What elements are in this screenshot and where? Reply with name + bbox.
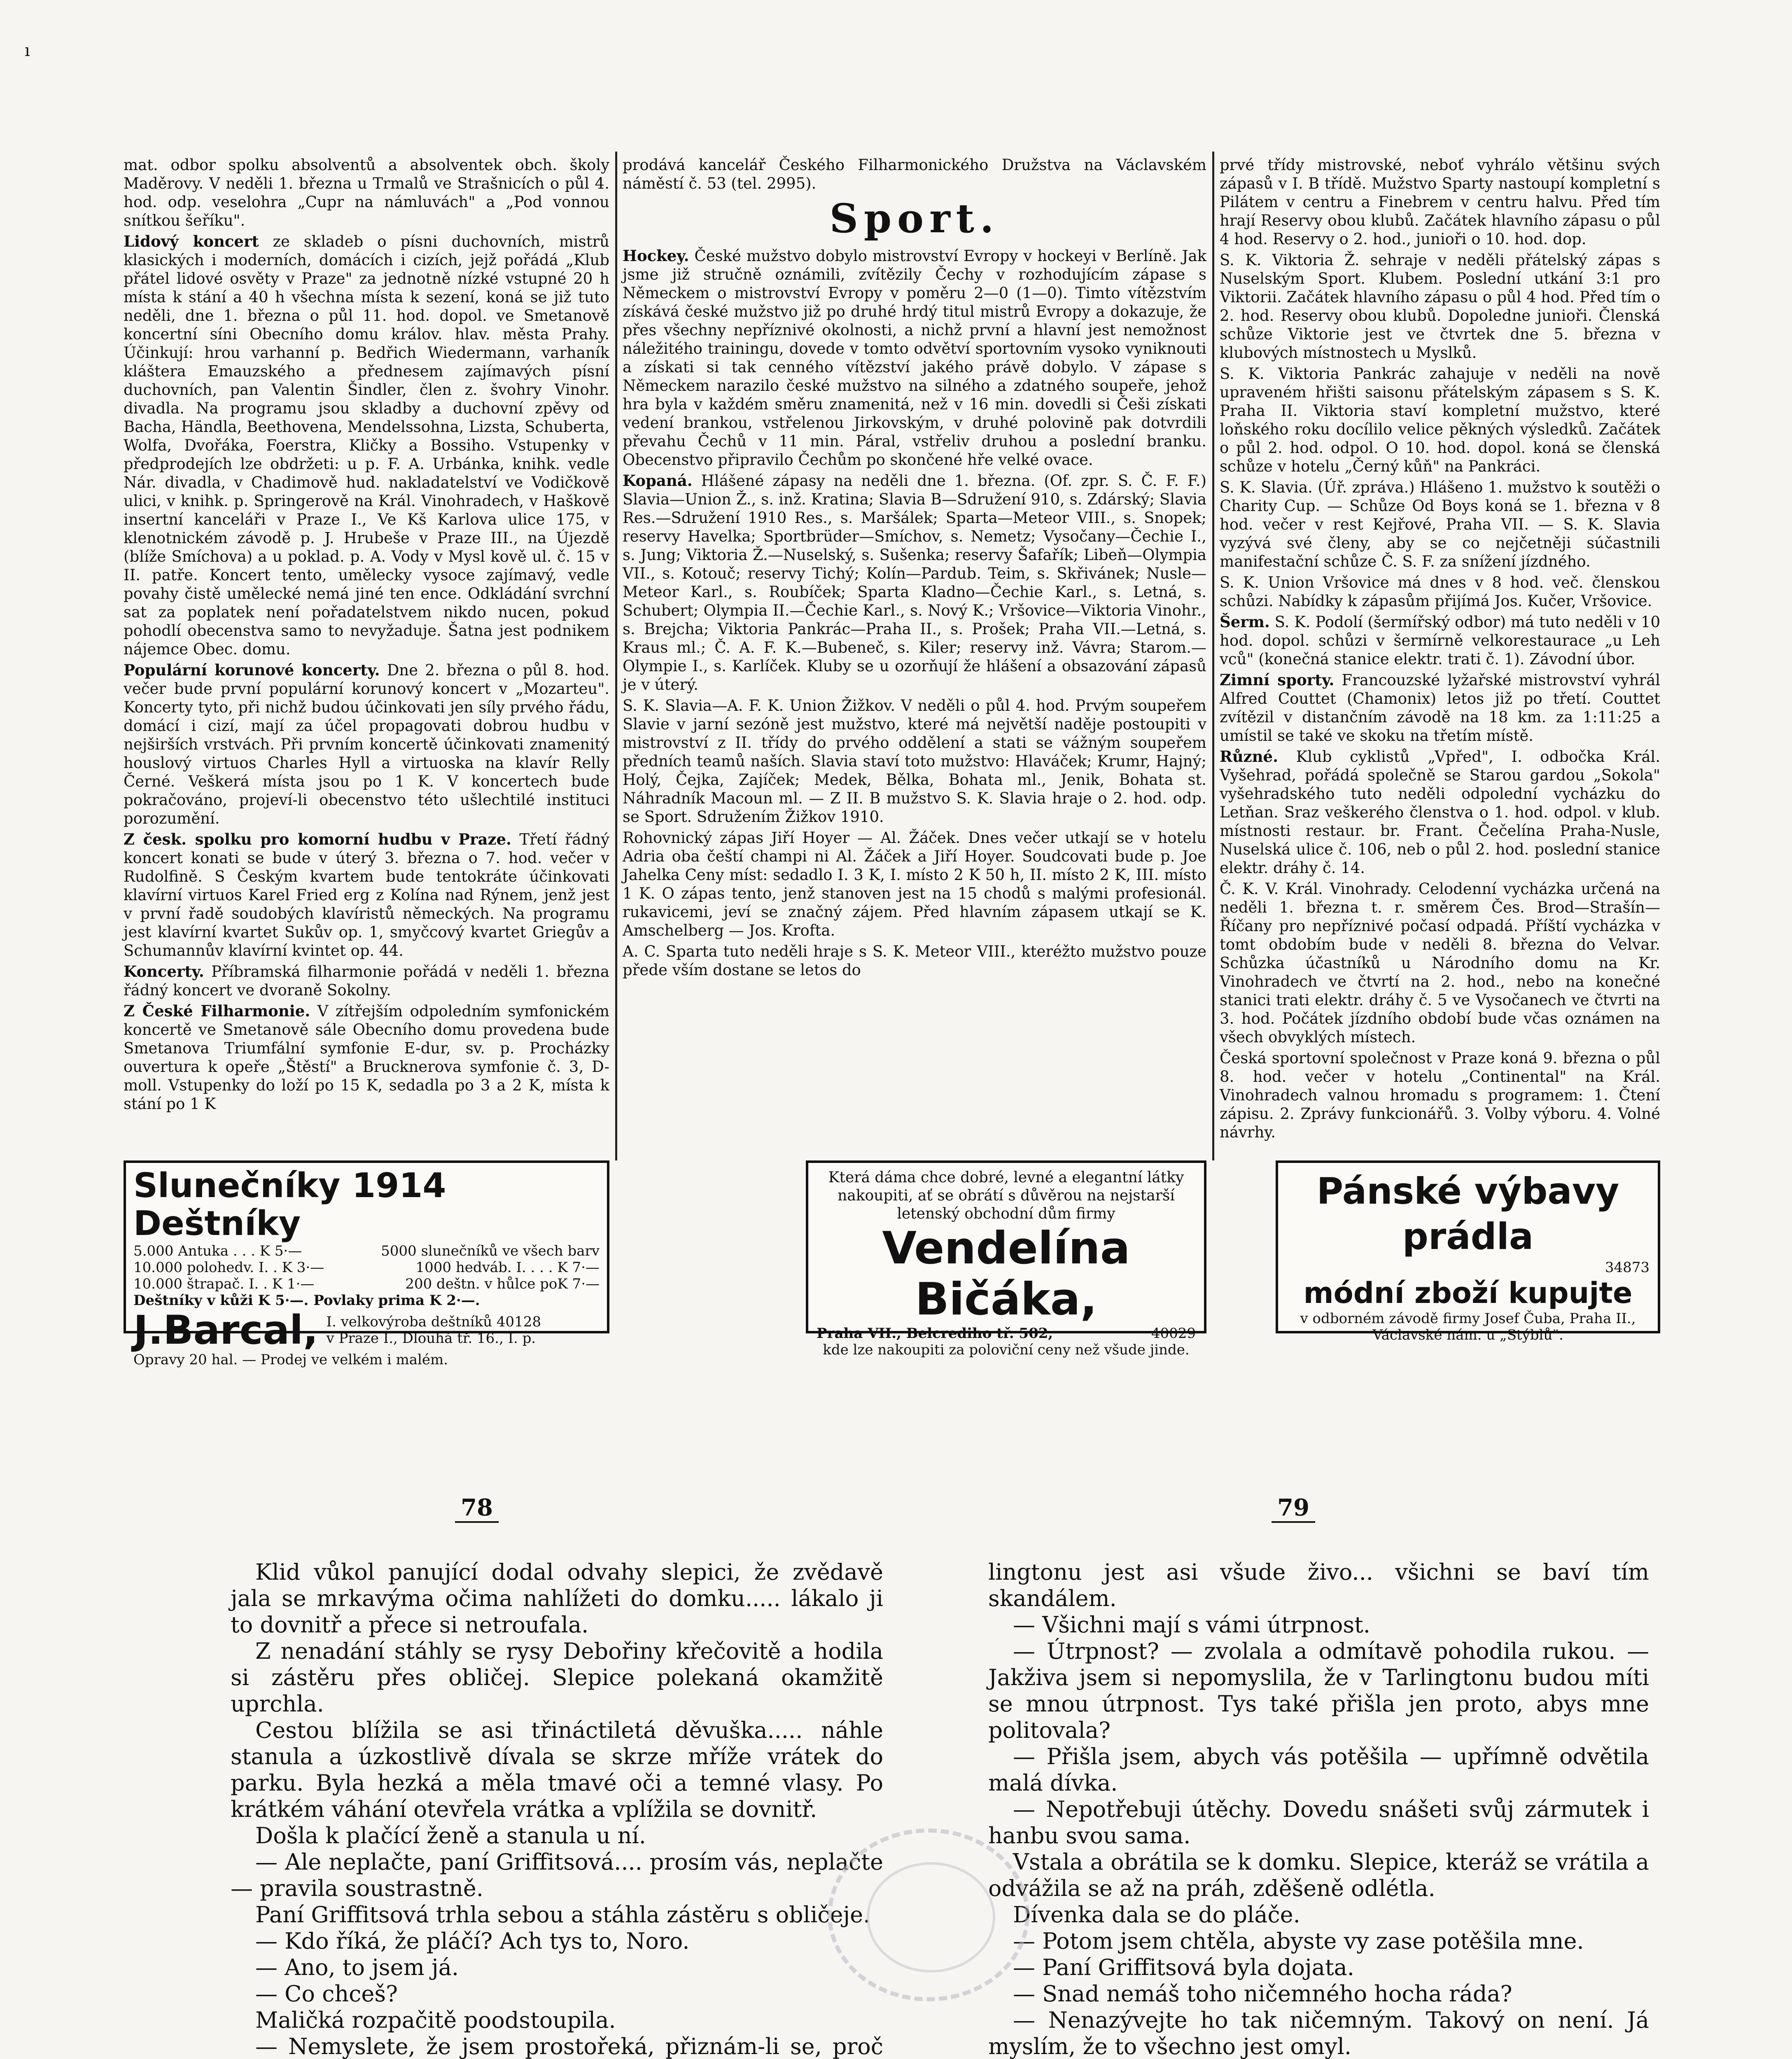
news-column-3 xyxy=(1220,156,1660,1152)
article-sparta-cont: prvé třídy mistrovské, neboť vyhrálo většinu svých zápasů v I. B třídě. Mužstvo Sparty nastoupí kompletní s Pilátem v centru a Finebrem v centru halvu. Před tím hrají Reservy obou klubů. Začátek hlavního zápasu o půl 4 hod. Reservy o 2. hod., junioři o 10. hod. dop. xyxy=(1220,156,1660,248)
ad-intro: Která dáma chce dobré, levné a elegantní látky nakoupiti, ať se obrátí s důvěrou na nejstarší letenský obchodní dům firmy xyxy=(828,1169,1184,1222)
article-ckv-vinohrady: Č. K. V. Král. Vinohrady. Celodenní vycházka určená na neděli 1. března t. r. směrem Čes. Brod—Strašín—Říčany pro nepříznivé počasí odpadá. Příští vycházka v tomt obdobím bude v neděli 8. března do Velvar. Schůzka účastníků u Národního domu na Kr. Vinohradech ve čtvrtí na 2. hod., nebo na konečné stanici trati elektr. dráhy č. 5 ve Vysočanech ve čtvrti na 3. hod. Počátek jízdního období bude včas oznámen na všech obvyklých místech. xyxy=(1220,880,1660,1046)
ad-bicak-fabrics xyxy=(806,1160,1206,1358)
story-paragraph: — Ano, to jsem já. xyxy=(255,1954,459,1980)
ad-number: 34873 xyxy=(1605,1259,1650,1276)
story-paragraph: Z nenadání stáhly se rysy Debořiny křečovitě a hodila si zástěru přes obličej. Slepice polekaná okamžitě uprchla. xyxy=(231,1638,883,1717)
article-fencing: Šerm. S. K. Podolí (šermířský odbor) má tuto neděli v 10 hod. dopol. schůzi v šermírně velkorestaurace „u Leh vců" (konečná stanice elektr. trati č. 1). Závodní úbor. xyxy=(1220,613,1660,668)
ad-barcal-umbrellas xyxy=(124,1160,609,1368)
article-sport-society: Česká sportovní společnost v Praze koná 9. března o půl 8. hod. večer v hotelu „Continental" na Král. Vinohradech valnou hromadu s programem: 1. Čtení zápisu. 2. Zprávy funkcionářů. 3. Volby výboru. 4. Volné návrhy. xyxy=(1220,1049,1660,1141)
article-chamber-music: Z česk. spolku pro komorní hudbu v Praze. Třetí řádný koncert konati se bude v úterý 3. března o 7. hod. večer v Rudolfině. S Českým kvartem bude tentokráte účinkovati klavírní virtuos Karel Fried erg z Kolína nad Rýnem, jenž jest v první řadě soudobých klavíristů německých. Na programu jest klavírní kvartet Sukův op. 1, smyčcový kvartet Griegův a Schumannův klavírní kvintet op. 44. xyxy=(124,830,609,959)
ad-headline: Pánské výbavy prádla xyxy=(1316,1170,1619,1258)
column-divider xyxy=(615,152,617,1160)
story-paragraph: — Snad nemáš toho ničemného hocha ráda? xyxy=(1013,1981,1512,2007)
article-viktoria-pankrac: S. K. Viktoria Pankrác zahajuje v neděli na nově upraveném hřišti saisonu přátelským zápasem s S. K. Praha II. Viktoria staví kompletní mužstvo, které loňského roku docílilo velice pěkných výsledků. Začátek o půl 2. hod. odpol. O 10. hod. dopol. koná se členská schůze v hotelu „Černý kůň" na Pankráci. xyxy=(1220,365,1660,475)
story-paragraph: — Co chceš? xyxy=(255,1981,398,2007)
story-paragraph: — Útrpnost? — zvolala a odmítavě pohodila rukou. — Jakživa jsem si nepomyslila, že v Tarlingtonu budou míti se mnou útrpnost. Tys také přišla jen proto, abys mne politovala? xyxy=(988,1638,1649,1743)
story-paragraph: Klid vůkol panující dodal odvahy slepici, že zvědavě jala se mrkavýma očima nahlížeti do domku..... lákalo ji to dovnitř a přece si netroufala. xyxy=(231,1559,883,1638)
story-paragraph: Paní Griffitsová trhla sebou a stáhla zástěru s obličeje. xyxy=(255,1902,870,1928)
ad-row: 5.000 Antuka . . . K 5·— 5000 slunečníků ve všech barv xyxy=(133,1243,600,1259)
ad-brand-block: J.Barcal, I. velkovýroba deštníků 40128 v Praze I., Dlouhá tř. 16., I. p. xyxy=(133,1307,541,1353)
article-slavia-official: S. K. Slavia. (Úř. zpráva.) Hlášeno 1. mužstvo k soutěži o Charity Cup. — Schůze Od Boys koná se 1. března v 8 hod. večer v rest Kejřové, Praha VII. — S. K. Slavia vyzývá své členy, aby se co nejčetněji súčastnili manifestační schůze Č. S. F. za snížení jízdného. xyxy=(1220,479,1660,570)
story-paragraph: Maličká rozpačitě poodstoupila. xyxy=(255,2007,616,2033)
story-paragraph: — Přišla jsem, abych vás potěšila — upřímně odvětila malá dívka. xyxy=(988,1744,1649,1796)
article-concerts: Koncerty. Příbramská filharmonie pořádá v neděli 1. března řádný koncert ve dvoraně Sokolny. xyxy=(124,962,609,999)
ad-row: Deštníky v kůži K 5·—. Povlaky prima K 2·—. xyxy=(133,1292,480,1309)
story-paragraph: — Nenazývejte ho tak ničemným. Takový on není. Já myslím, že to všechno jest omyl. xyxy=(988,2007,1649,2059)
story-left-page xyxy=(231,1559,883,2059)
story-paragraph: Vstala a obrátila se k domku. Slepice, kteráž se vrátila a odvážila se až na práh, zděšeně odlétla. xyxy=(988,1849,1649,1901)
article-slavia-union: S. K. Slavia—A. F. K. Union Žižkov. V neděli o půl 4. hod. Prvým soupeřem Slavie v jarní sezóně jest mužstvo, které má největší naděje postoupiti v mistrovství z II. třídy do prvého oddělení a stati se vážným soupeřem předních teamů naších. Slavia staví toto mužstvo: Hlaváček; Krumr, Hajný; Holý, Čejka, Zajíček; Medek, Bělka, Bohata ml., Jenik, Bohata st. Náhradník Macoun ml. — Z II. B mužstvo S. K. Slavia hraje o 2. hod. odp. se Sport. Sdružením Žižkov 1910. xyxy=(623,697,1206,826)
story-paragraph: — Nemyslete, že jsem prostořeká, přiznám-li se, proč xyxy=(255,2033,883,2059)
article-football: Kopaná. Hlášené zápasy na neděli dne 1. března. (Of. zpr. S. Č. F. F.) Slavia—Union Ž., s. inž. Kratina; Slavia B—Sdružení 910, s. Zdárský; Slavia Res.—Sdružení 1910 Res., s. Maršálek; Sparta—Meteor VIII., s. Snopek; reservy Havelka; Sportbrüder—Smíchov, s. Nemetz; Vysočany—Čechie I., s. Jung; Viktoria Ž.—Nuselský, s. Sušenka; reservy Šafařík; Libeň—Olympia VII., s. Kotouč; reservy Tichý; Kolín—Pardub. Teim, s. Skřivánek; Nusle—Meteor Karl., s. Roubíček; Sparta Kladno—Čechie Karl., s. Letná, s. Schubert; Olympia II.—Čechie Karl., s. Nový K.; Vršovice—Viktoria Vinohr., s. Brejcha; Viktoria Pankrác—Praha II., s. Prošek; Praha VII.—Letná, s. Kraus ml.; Č. A. F. K.—Bubeneč, s. Kiler; reservy inž. Vávra; Starom.—Olympie I., s. Karlíček. Kluby se u ozorňují že hlášení a obsazování zápasů je v úterý. xyxy=(623,472,1206,693)
article-sparta: A. C. Sparta tuto neděli hraje s S. K. Meteor VIII., kteréžto mužstvo pouze přede vším dostane se letos do xyxy=(623,943,1206,979)
ad-cuba-linen xyxy=(1276,1160,1660,1343)
article-czech-philharmonic: Z České Filharmonie. V zítřejším odpoledním symfonickém koncertě ve Smetanově sále Obecního domu provedena bude Smetanova Triumfální symfonie E-dur, sv. p. Procházky ouvertura k opeře „Štěstí" a Brucknerova symfonie č. 3, D-moll. Vstupenky do loží po 15 K, sedadla po 3 a 2 K, místa k stání po 1 K xyxy=(124,1002,609,1113)
story-paragraph: Došla k plačící ženě a stanula u ní. xyxy=(255,1823,646,1849)
section-heading-sport: Sport. xyxy=(829,195,1000,242)
ad-brand: Vendelína Bičáka, xyxy=(882,1223,1130,1325)
article-crown-concerts: Populární korunové koncerty. Dne 2. března o půl 8. hod. večer bude první populární korunový koncert v „Mozarteu". Koncerty tyto, při nichž budou účinkovati jen síly prvého řádu, domácí i cizí, mají za účel propagovati dobrou hudbu v nejširších vrstvách. Při prvním koncertě účinkovati znamenitý houslový virtuos Charles Hyll a virtuoska na klavír Relly Černé. Veškerá místa jsou po 1 K. V koncertech bude pokračováno, projeví-li obecenstvo této ušlechtilé instituci porozumění. xyxy=(124,661,610,827)
story-paragraph: — Ale neplačte, paní Griffitsová.... prosím vás, neplačte — pravila soustrastně. xyxy=(231,1849,883,1901)
ad-row: 10.000 polohedv. I. . K 3·— 1000 hedváb. I. . . . K 7·— xyxy=(133,1259,600,1276)
story-paragraph: — Všichni mají s vámi útrpnost. xyxy=(1013,1612,1370,1638)
news-column-1 xyxy=(124,156,609,1152)
article-winter-sports: Zimní sporty. Francouzské lyžařské mistrovství vyhrál Alfred Couttet (Chamonix) letos již po třetí. Couttet zvítězil v distančním závodě na 18 km. za 1:11:25 a umístil se také ve skoku na třetím místě. xyxy=(1220,671,1660,745)
ad-footer: kde lze nakoupiti za poloviční ceny než všude jinde. xyxy=(823,1342,1190,1358)
ad-subheadline: módní zboží kupujte xyxy=(1303,1276,1633,1310)
story-paragraph: Dívenka dala se do pláče. xyxy=(1013,1902,1300,1928)
news-column-2 xyxy=(623,156,1206,1152)
ad-footer: Opravy 20 hal. — Prodej ve velkém i malém. xyxy=(133,1352,448,1368)
ad-title: Slunečníky 1914 Deštníky xyxy=(133,1166,446,1243)
library-stamp xyxy=(828,1828,1029,2001)
story-paragraph: lingtonu jest asi všude živo... všichni se baví tím skandálem. xyxy=(988,1559,1649,1611)
story-paragraph: — Paní Griffitsová byla dojata. xyxy=(1013,1954,1354,1980)
story-paragraph: — Nepotřebuji útěchy. Dovedu snášeti svůj zármutek i hanbu svou sama. xyxy=(988,1796,1649,1849)
ad-row: 10.000 štrapač. I. . K 1·— 200 deštn. v hůlce poK 7·— xyxy=(133,1276,600,1292)
story-right-page xyxy=(988,1559,1649,2059)
column-divider xyxy=(1212,152,1214,1160)
story-paragraph: Cestou blížila se asi třináctiletá děvuška..... náhle stanula a úzkostlivě dívala se skrze mříže vrátek do parku. Byla hezká a měla tmavé oči a temné vlasy. Po krátkém váhání otevřela vrátka a vplížila se dovnitř. xyxy=(231,1717,883,1822)
article-viktoria-z: S. K. Viktoria Ž. sehraje v neděli přátelský zápas s Nuselským Sport. Klubem. Poslední utkání 3:1 pro Viktorii. Začátek hlavního zápasu o půl 4 hod. Před tím o 2. hod. Reservy obou klubů. Dopoledne junioři. Členská schůze Viktorie jest ve čtvrtek dne 5. března v klubových místnostech u Myslků. xyxy=(1220,251,1660,362)
story-paragraph: — Potom jsem chtěla, abyste vy zase potěšila mne. xyxy=(1013,1928,1584,1954)
article-union-vrsovice: S. K. Union Vršovice má dnes v 8 hod. več. členskou schůzi. Nabídky k zápasům přijímá Jos. Kučer, Vršovice. xyxy=(1220,574,1660,610)
page-number-left: 78 xyxy=(455,1494,499,1523)
margin-mark: ı xyxy=(25,41,30,60)
ad-line: Václavské nám. u „Stýblů". xyxy=(1372,1327,1563,1343)
page-number-right: 79 xyxy=(1272,1494,1315,1523)
ad-line: v odborném závodě firmy Josef Čuba, Praha II., xyxy=(1300,1310,1636,1327)
article-folk-concert: Lidový koncert ze skladeb o písni duchovních, mistrů klasických i moderních, domácích i cizích, jejž pořádá „Klub přátel lidové osvěty v Praze" za jednotně nízké vstupné 20 h místa k stání a 40 h všechna místa k sezení, koná se již tuto neděli, dne 1. března o půl 11. hod. dopol. ve Smetanově koncertní síni Obecního domu králov. hlav. města Prahy. Účinkují: hrou varhanní p. Bedřich Wiedermann, varhaník kláštera Emauzského a přednesem zajímavých písní duchovních, pan Valentin Šindler, člen z. švohry Vinohr. divadla. Na programu jsou skladby a duchovní zpěvy od Bacha, Händla, Beethovena, Mendelssohna, Lizsta, Schuberta, Wolfa, Dvořáka, Foerstra, Kličky a Bossiho. Vstupenky v předprodejích lze obdržeti: u p. F. A. Urbánka, knihk. vedle Nár. divadla, v Chadimově hud. nakladatelství ve Vodičkově ulici, v knihk. p. Springerově na Král. Vinohradech, v Haškově insertní kanceláři v Praze I., Ve Kš Karlova ulice 175, v klenotnickém závodě p. J. Hrubeše v Praze III., na Újezdě (blíže Smíchova) a u poklad. p. A. Vody v Mysl kově ul. č. 15 v II. patře. Koncert tento, umělecky vysoce zajímavý, vedle povahy čistě umělecké nemá jiné ten ence. Odkládání svrchní sat za poplatek není pořadatelstvem nikdo nucen, pokud pohodlí obecenstva samo to nevyžaduje. Šatna jest podnikem nájemce Obec. domu. xyxy=(124,232,609,658)
ad-brand: J.Barcal, xyxy=(133,1307,318,1353)
ad-address: Praha VII., Belcrediho tř. 502, 40029 xyxy=(817,1325,1196,1342)
story-paragraph: — Kdo říká, že pláčí? Ach tys to, Noro. xyxy=(255,1928,690,1954)
article-hockey: Hockey. České mužstvo dobylo mistrovství Evropy v hockeyi v Berlíně. Jak jsme již stručně oznámili, zvítězily Čechy v rozhodujícím zápase s Německem o mistrovství Evropy v poměru 2—0 (1—0). Timto vítězstvím získává české mužstvo již po druhé hrdý titul mistrů Evropy a dokazuje, že přes všechny nepříznivé okolnosti, a nichž první a hlavní jest nemožnost náležitého trainingu, dovede v tomto odvětví sportovním vysoko vyniknouti a získati si tak cenného vítězství jakého právě dobylo. V zápase s Německem narazilo české mužstvo na silného a zdatného soupeře, jehož hra byla v každém směru znamenitá, než v 16 min. dovedli si Češi získati vedení brankou, vstřelenou Jirkovským, v druhé polovině pak dotvrdili převahu Čechů v 11 min. Páral, vstřeliv druhou a poslední branku. Obecenstvo připravilo Čechům po skončené hře velké ovace. xyxy=(623,247,1206,469)
article-ticket-office: prodává kancelář Českého Filharmonického Družstva na Václavském náměstí č. 53 (tel. 2995). xyxy=(623,156,1206,192)
article-miscellaneous: Různé. Klub cyklistů „Vpřed", I. odbočka Král. Vyšehrad, pořádá společně se Starou gardou „Sokola" vyšehradského tuto neděli odpolední vycházku do Letňan. Sraz veškerého členstva o 1. hod. odpol. v klub. místnosti restaur. br. Frant. Čečelína Praha-Nusle, Nuselská ulice č. 106, neb o půl 2. hod. poslední stanice elektr. dráhy č. 14. xyxy=(1220,747,1660,877)
article-wrestling: Rohovnický zápas Jiří Hoyer — Al. Žáček. Dnes večer utkají se v hotelu Adria oba čeští champi ni Al. Žáček a Jiří Hoyer. Soudcovati bude p. Joe Jahelka Ceny míst: sedadlo I. 3 K, I. místo 2 K 50 h, II. místo 2 K, III. místo 1 K. O zápas tento, jenž stanoven jest na 15 chodů s malými profesionál. rukavicemi, jeví se značný zájem. Před hlavním zápasem utkají se K. Amschelberg — Jos. Krofta. xyxy=(623,829,1206,939)
article-club-play: mat. odbor spolku absolventů a absolventek obch. školy Maděrovy. V neděli 1. března u Trmalů ve Strašnicích o půl 4. hod. odp. veselohra „Cupr na námluvách" a „Pod vonnou snítkou šeříku". xyxy=(124,156,609,229)
